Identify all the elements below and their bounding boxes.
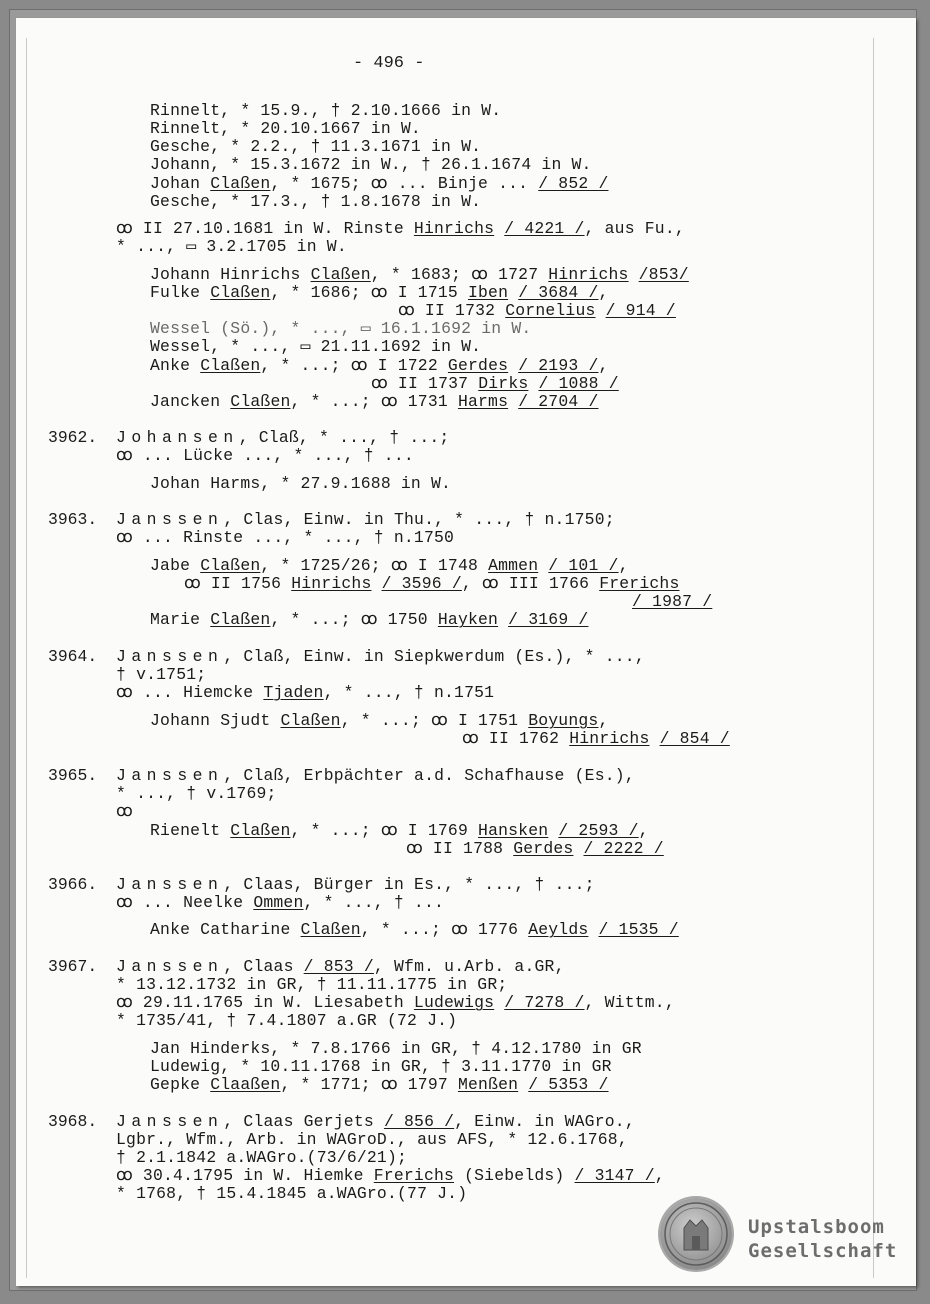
child-line: ꝏ II 1762 Hinrichs / 854 / [462, 729, 730, 748]
text-line: Gesche, * 17.3., † 1.8.1678 in W. [150, 192, 482, 211]
entry-heading: Janssen, Claas / 853 /, Wfm. u.Arb. a.GR, [116, 957, 565, 976]
entry-heading: Janssen, Claas, Bürger in Es., * ..., † ...; [116, 875, 595, 894]
entry-number: 3962. [48, 428, 98, 447]
entry-number: 3968. [48, 1112, 98, 1131]
entry-number: 3963. [48, 510, 98, 529]
child-line: Fulke Claßen, * 1686; ꝏ I 1715 Iben / 3684 /, [150, 283, 609, 302]
text-line: ꝏ [116, 802, 133, 821]
left-margin-rule [26, 38, 27, 1278]
child-line: Johann Hinrichs Claßen, * 1683; ꝏ 1727 Hinrichs /853/ [150, 265, 689, 284]
right-margin-rule [873, 38, 874, 1278]
child-line: Gepke Claaßen, * 1771; ꝏ 1797 Menßen / 5353 / [150, 1075, 609, 1094]
marriage-line: ꝏ 29.11.1765 in W. Liesabeth Ludewigs / 7278 /, Wittm., [116, 993, 675, 1012]
marriage-line: ꝏ II 27.10.1681 in W. Rinste Hinrichs / 4221 /, aus Fu., [116, 219, 685, 238]
text-line: Johann, * 15.3.1672 in W., † 26.1.1674 in W. [150, 155, 592, 174]
entry-number: 3966. [48, 875, 98, 894]
watermark-line-2: Gesellschaft [748, 1240, 898, 1262]
marriage-line: ꝏ ... Neelke Ommen, * ..., † ... [116, 893, 445, 912]
marriage-line: ꝏ ... Hiemcke Tjaden, * ..., † n.1751 [116, 683, 495, 702]
text-line: * 1768, † 15.4.1845 a.WAGro.(77 J.) [116, 1184, 468, 1203]
child-line: Anke Catharine Claßen, * ...; ꝏ 1776 Aeylds / 1535 / [150, 920, 679, 939]
text-line: * 1735/41, † 7.4.1807 a.GR (72 J.) [116, 1011, 458, 1030]
child-line: Rienelt Claßen, * ...; ꝏ I 1769 Hansken / 2593 /, [150, 821, 649, 840]
text-line: Lgbr., Wfm., Arb. in WAGroD., aus AFS, * 12.6.1768, [116, 1130, 628, 1149]
text-line: Johan Claßen, * 1675; ꝏ ... Binje ... / 852 / [150, 174, 609, 193]
text-line: ꝏ ... Lücke ..., * ..., † ... [116, 446, 414, 465]
child-line: ꝏ II 1737 Dirks / 1088 / [371, 374, 619, 393]
seal-icon [660, 1198, 732, 1270]
entry-heading: Janssen, Claß, Einw. in Siepkwerdum (Es.), * ..., [116, 647, 645, 666]
document-page [16, 18, 916, 1286]
marriage-line: ꝏ 30.4.1795 in W. Hiemke Frerichs (Siebelds) / 3147 /, [116, 1166, 665, 1185]
text-line: ꝏ ... Rinste ..., * ..., † n.1750 [116, 528, 455, 547]
child-line: Ludewig, * 10.11.1768 in GR, † 3.11.1770 in GR [150, 1057, 612, 1076]
child-line: Anke Claßen, * ...; ꝏ I 1722 Gerdes / 2193 /, [150, 356, 609, 375]
child-line: Wessel (Sö.), * ..., ▭ 16.1.1692 in W. [150, 319, 532, 338]
text-line: * 13.12.1732 in GR, † 11.11.1775 in GR; [116, 975, 508, 994]
child-line: Jabe Claßen, * 1725/26; ꝏ I 1748 Ammen / 101 /, [150, 556, 629, 575]
reference-number: / 1987 / [632, 592, 713, 611]
child-line: ꝏ II 1756 Hinrichs / 3596 /, ꝏ III 1766 Frerichs [184, 574, 680, 593]
text-line: † 2.1.1842 a.WAGro.(73/6/21); [116, 1148, 408, 1167]
page-number: - 496 - [353, 54, 425, 73]
text-line: † v.1751; [116, 665, 207, 684]
child-line: Jancken Claßen, * ...; ꝏ 1731 Harms / 2704 / [150, 392, 599, 411]
entry-heading: Janssen, Claß, Erbpächter a.d. Schafhause (Es.), [116, 766, 635, 785]
entry-number: 3964. [48, 647, 98, 666]
entry-heading: Janssen, Clas, Einw. in Thu., * ..., † n.1750; [116, 510, 615, 529]
child-line: Jan Hinderks, * 7.8.1766 in GR, † 4.12.1780 in GR [150, 1039, 642, 1058]
text-line: * ..., ▭ 3.2.1705 in W. [116, 237, 347, 256]
entry-heading: Janssen, Claas Gerjets / 856 /, Einw. in WAGro., [116, 1112, 635, 1131]
text-line: Rinnelt, * 20.10.1667 in W. [150, 119, 421, 138]
child-line: Wessel, * ..., ▭ 21.11.1692 in W. [150, 337, 482, 356]
text-line: Gesche, * 2.2., † 11.3.1671 in W. [150, 137, 482, 156]
text-line: * ..., † v.1769; [116, 784, 277, 803]
child-line: Marie Claßen, * ...; ꝏ 1750 Hayken / 3169 / [150, 610, 589, 629]
watermark-line-1: Upstalsboom [748, 1216, 885, 1238]
child-line: ꝏ II 1788 Gerdes / 2222 / [406, 839, 664, 858]
entry-number: 3967. [48, 957, 98, 976]
entry-number: 3965. [48, 766, 98, 785]
text-line: Rinnelt, * 15.9., † 2.10.1666 in W. [150, 101, 502, 120]
child-line: ꝏ II 1732 Cornelius / 914 / [398, 301, 676, 320]
entry-heading: Johansen, Claß, * ..., † ...; [116, 428, 450, 447]
child-line: Johann Sjudt Claßen, * ...; ꝏ I 1751 Boyungs, [150, 711, 609, 730]
child-line: Johan Harms, * 27.9.1688 in W. [150, 474, 452, 493]
